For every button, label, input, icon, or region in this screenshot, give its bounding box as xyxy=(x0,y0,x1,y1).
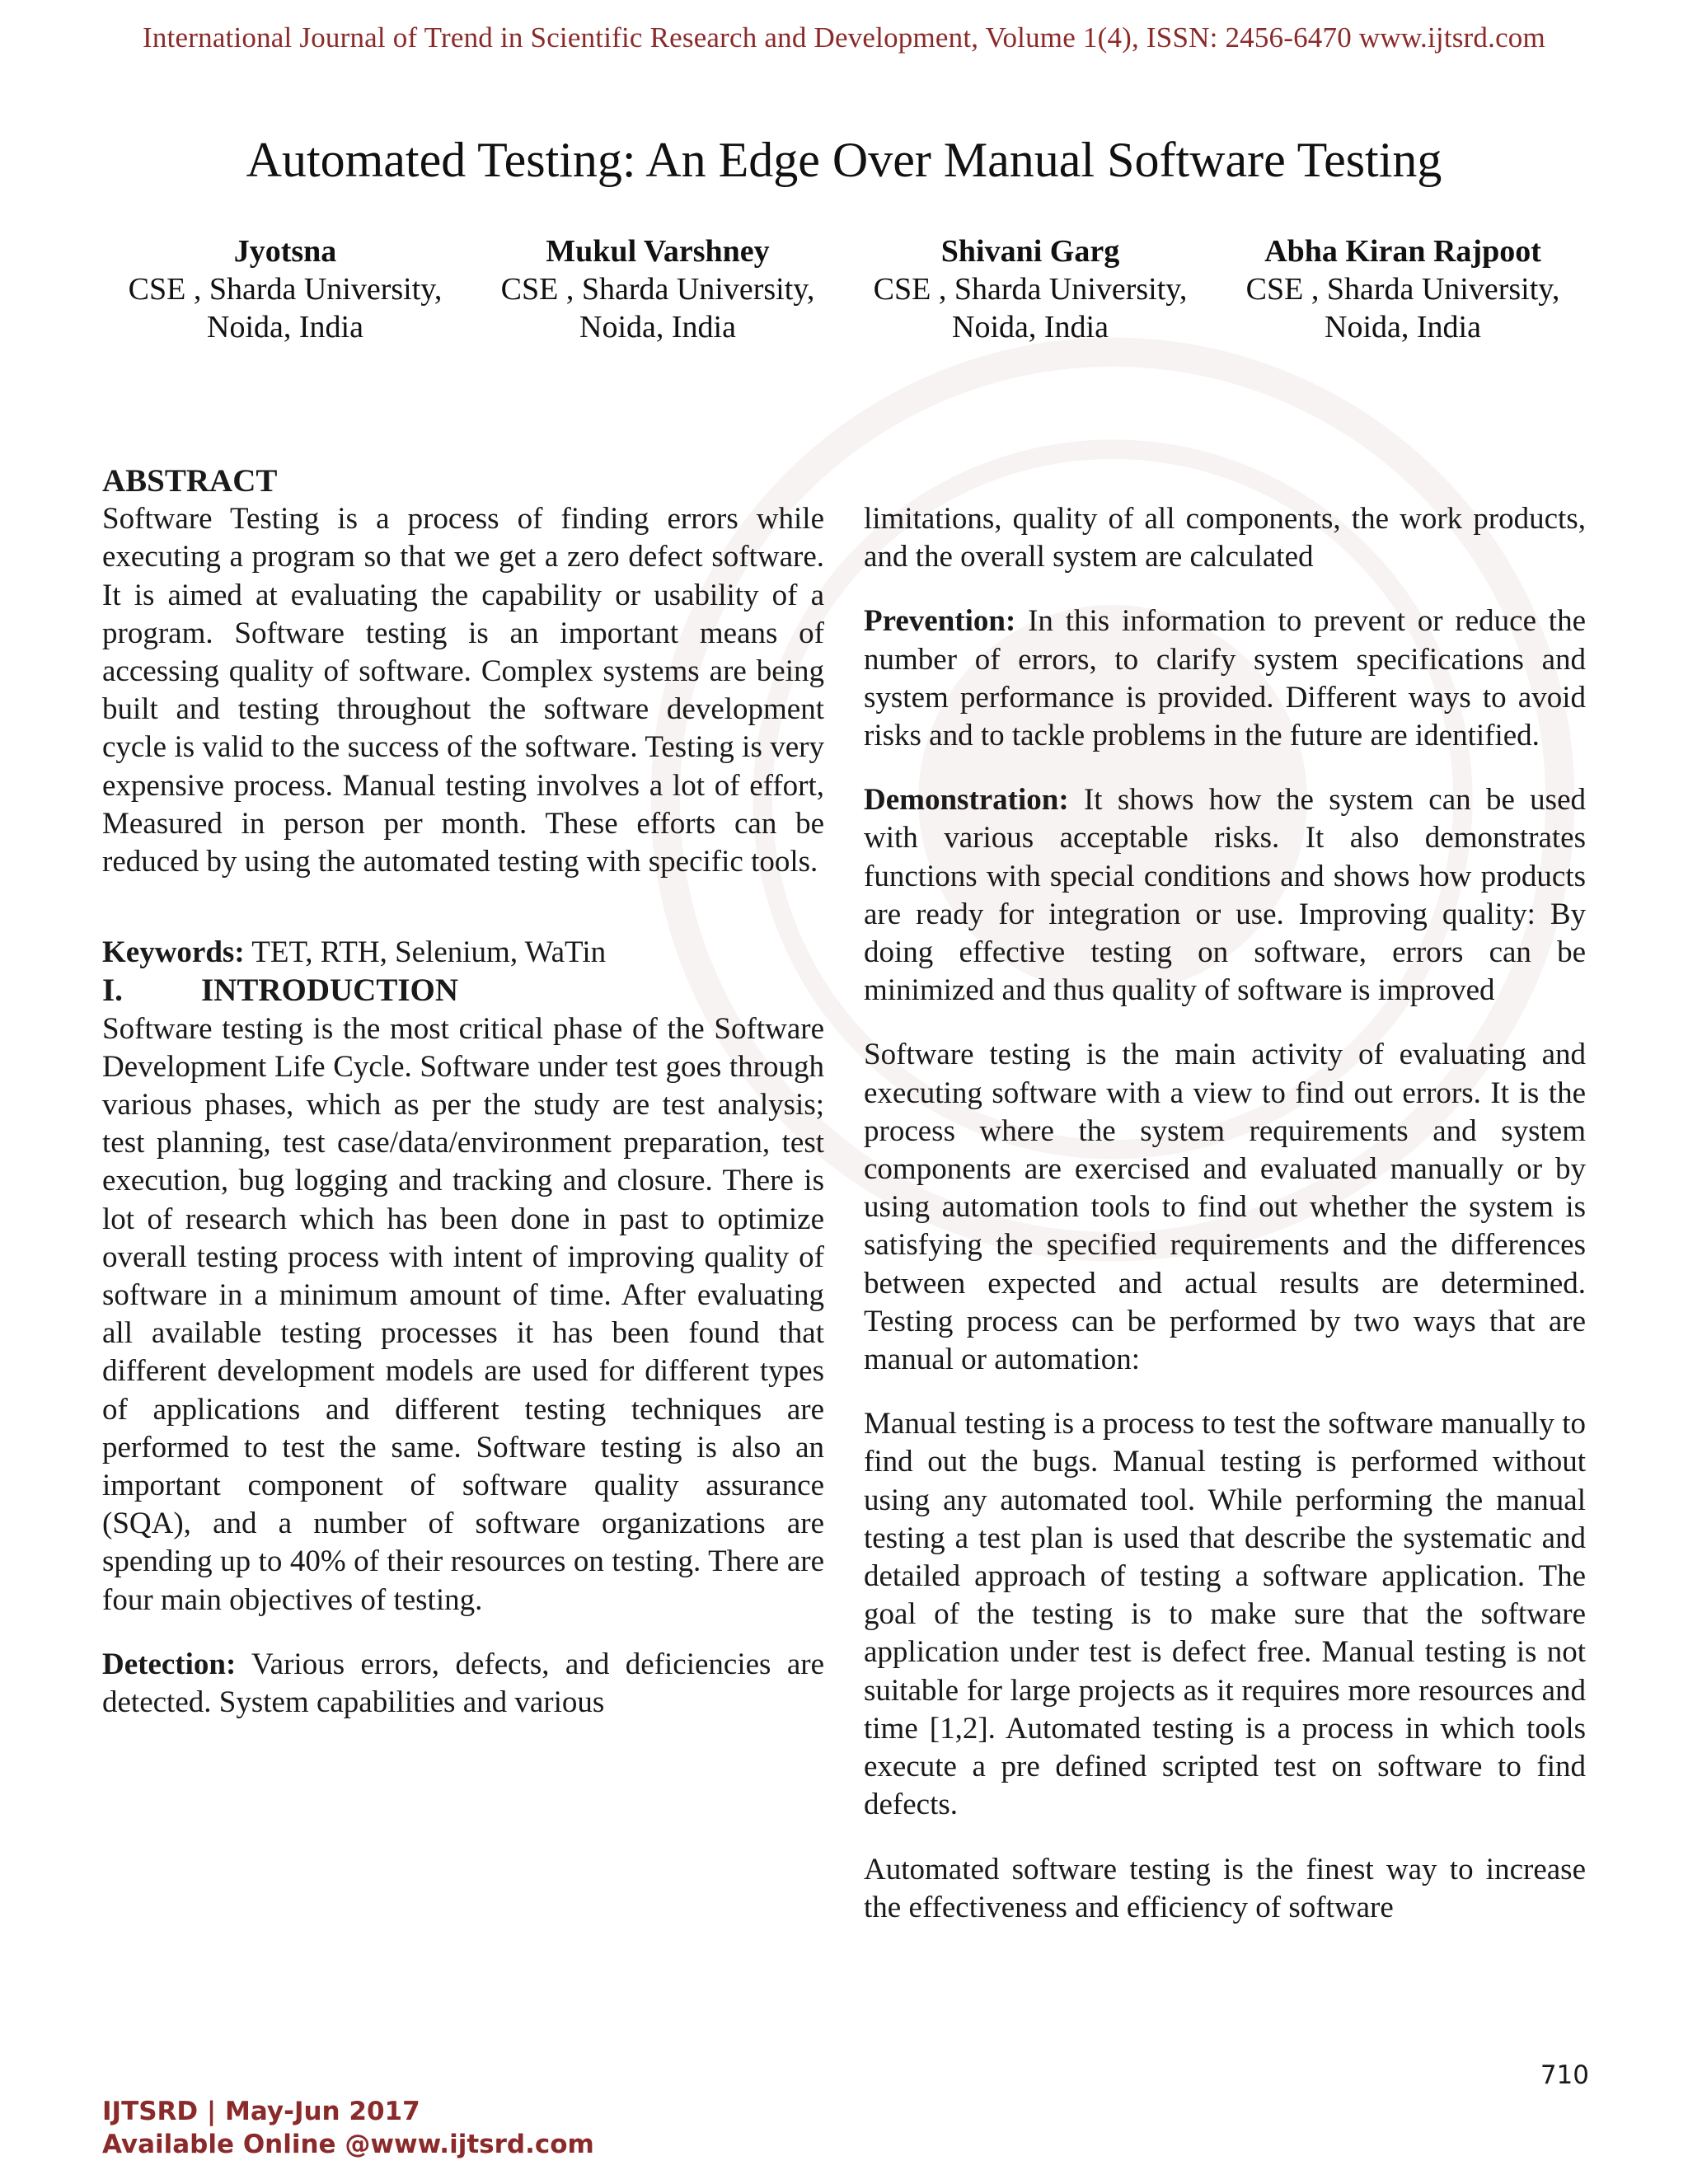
keywords-text: TET, RTH, Selenium, WaTin xyxy=(244,935,607,970)
footer-issue: IJTSRD | May-Jun 2017 xyxy=(102,2097,420,2126)
author-block xyxy=(471,232,844,346)
automated-testing-paragraph: Automated software testing is the finest way to increase the effectiveness and efficiency of software xyxy=(864,1852,1586,1924)
page-number: 710 xyxy=(1540,2060,1589,2090)
demonstration-label: Demonstration: xyxy=(864,783,1069,818)
author-name: Jyotsna xyxy=(233,234,337,269)
detection-text: Various errors, defects, and deficiencies are detected. System capabilities and various xyxy=(102,1647,824,1720)
prevention-label: Prevention: xyxy=(864,604,1016,639)
running-header: International Journal of Trend in Scientific Research and Development, Volume 1(4), ISSN: 2456-6470 www.ijtsrd.com xyxy=(143,21,1545,54)
continuation-paragraph: limitations, quality of all components, the work products, and the overall system are calculated xyxy=(864,502,1586,574)
author-list xyxy=(99,232,1589,346)
author-affiliation: CSE , Sharda University, xyxy=(128,272,443,307)
prevention-paragraph xyxy=(864,602,1586,755)
paper-title: Automated Testing: An Edge Over Manual Software Testing xyxy=(246,133,1442,188)
author-name: Abha Kiran Rajpoot xyxy=(1264,234,1541,269)
author-location: Noida, India xyxy=(952,310,1109,344)
footer xyxy=(102,2095,594,2161)
author-location: Noida, India xyxy=(579,310,736,344)
author-block xyxy=(1217,232,1589,346)
intro-paragraph: Software testing is the most critical phase of the Software Development Life Cycle. Software under test goes through various phases, which as per the study are test analysis; test planning, test case/data/environment preparation, test execution, bug logging and tracking and closure. There is lot of research which has been done in past to optimize overall testing process with intent of improving quality of software in a minimum amount of time. After evaluating all available testing processes it has been found that different development models are used for different types of applications and different testing techniques are performed to test the same. Software testing is also an important component of software quality assurance (SQA), and a number of software organizations are spending up to 40% of their resources on testing. There are four main objectives of testing. xyxy=(102,1011,824,1617)
author-block xyxy=(99,232,471,346)
right-column xyxy=(864,500,1586,1927)
demonstration-paragraph xyxy=(864,781,1586,1010)
author-location: Noida, India xyxy=(1325,310,1481,344)
abstract-text: Software Testing is a process of finding errors while executing a program so that we get a zero defect software. It is aimed at evaluating the capability or usability of a program. Software testing is an important means of accessing quality of software. Complex systems are being built and testing throughout the software development cycle is valid to the success of the software. Testing is very expensive process. Manual testing involves a lot of effort, Measured in person per month. These efforts can be reduced by using the automated testing with specific tools. xyxy=(102,502,824,879)
section-title: INTRODUCTION xyxy=(201,972,459,1009)
demonstration-text: It shows how the system can be used with various acceptable risks. It also demonstrates functions with special conditions and shows how products are ready for integration or use. Improving quality: By doing effective testing on software, errors can be minimized and thus quality of software is improved xyxy=(864,783,1586,1008)
footer-site: Available Online @www.ijtsrd.com xyxy=(102,2130,594,2159)
keywords-label: Keywords: xyxy=(102,935,245,970)
left-column xyxy=(102,462,824,1722)
abstract-heading: ABSTRACT xyxy=(102,463,278,499)
author-location: Noida, India xyxy=(207,310,363,344)
author-affiliation: CSE , Sharda University, xyxy=(1245,272,1560,307)
section-heading-introduction xyxy=(102,972,824,1010)
author-name: Mukul Varshney xyxy=(546,234,770,269)
software-testing-paragraph: Software testing is the main activity of evaluating and executing software with a view to find out errors. It is the process where the system requirements and system components are exercised and evaluated manually or by using automation tools to find out whether the system is satisfying the specified requirements and the differences between expected and actual results are determined. Testing process can be performed by two ways that are manual or automation: xyxy=(864,1038,1586,1377)
author-name: Shivani Garg xyxy=(940,234,1120,269)
detection-paragraph xyxy=(102,1646,824,1722)
manual-testing-paragraph: Manual testing is a process to test the software manually to find out the bugs. Manual testing is performed without using any automated tool. While performing the manual testing a test plan is used that describe the systematic and detailed approach of testing a software application. The goal of the testing is to make sure that the software application under test is defect free. Manual testing is not suitable for large projects as it requires more resources and time [1,2]. Automated testing is a process in which tools execute a pre defined scripted test on software to find defects. xyxy=(864,1407,1586,1822)
author-affiliation: CSE , Sharda University, xyxy=(500,272,815,307)
detection-label: Detection: xyxy=(102,1647,237,1681)
keywords xyxy=(102,934,824,972)
author-affiliation: CSE , Sharda University, xyxy=(873,272,1188,307)
section-number: I. xyxy=(102,972,123,1009)
author-block xyxy=(844,232,1217,346)
prevention-text: In this information to prevent or reduce the number of errors, to clarify system specifications and system performance is provided. Different ways to avoid risks and to tackle problems in the future are identified. xyxy=(864,604,1586,753)
